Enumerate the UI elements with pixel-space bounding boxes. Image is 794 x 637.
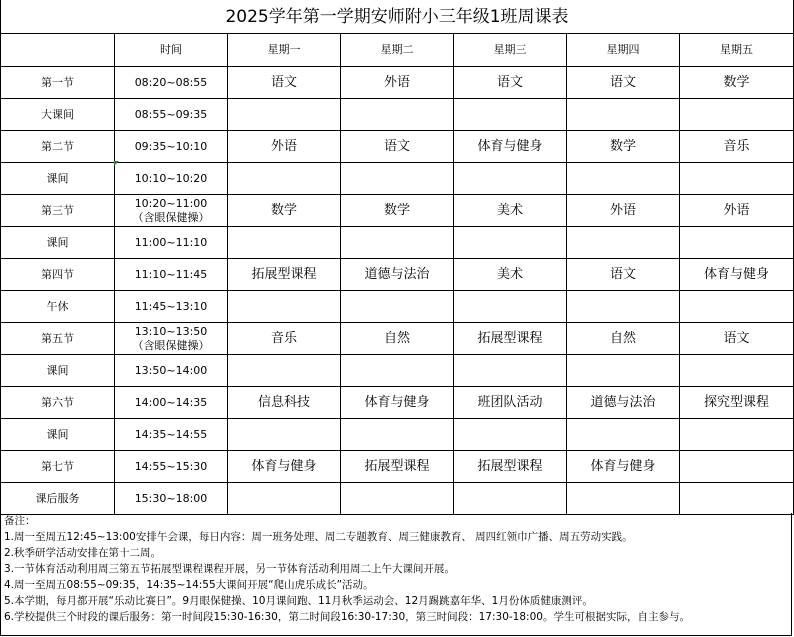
period-label: 课间 (1, 227, 115, 259)
header-cell-tuesday: 星期二 (341, 34, 454, 67)
time-range: 09:35~10:10 (134, 139, 208, 153)
period-label: 课后服务 (1, 483, 115, 515)
subject-cell-thu (567, 483, 680, 515)
time-cell (115, 99, 228, 131)
subject-cell-mon (228, 483, 341, 515)
header-row (1, 34, 794, 67)
time-cell (115, 259, 228, 291)
period-label: 课间 (1, 355, 115, 387)
time-cell (115, 67, 228, 99)
subject-cell-thu: 体育与健身 (567, 451, 680, 483)
time-cell (115, 131, 228, 163)
table-row (1, 163, 794, 195)
subject-cell-fri (680, 355, 794, 387)
header-cell-friday: 星期五 (680, 34, 794, 67)
subject-cell-thu: 数学 (567, 131, 680, 163)
subject-cell-tue: 体育与健身 (341, 387, 454, 419)
subject-cell-tue: 拓展型课程 (341, 451, 454, 483)
time-range: 10:10~10:20 (134, 171, 208, 185)
subject-cell-fri: 外语 (680, 195, 794, 227)
time-range: 08:55~09:35 (134, 107, 208, 121)
subject-cell-mon: 信息科技 (228, 387, 341, 419)
subject-cell-wed: 拓展型课程 (454, 323, 567, 355)
subject-cell-fri (680, 99, 794, 131)
note-line: 5.本学期，每月都开展“乐动比赛日”。9月眼保健操、10月课间跑、11月秋季运动会、12月踢跳嘉年华、1月份体质健康测评。 (4, 595, 593, 607)
subject-cell-wed (454, 227, 567, 259)
subject-cell-mon: 音乐 (228, 323, 341, 355)
subject-cell-mon: 外语 (228, 131, 341, 163)
subject-cell-fri: 音乐 (680, 131, 794, 163)
time-cell (115, 323, 228, 355)
notes-title: 备注： (4, 515, 36, 527)
subject-cell-mon: 数学 (228, 195, 341, 227)
table-row (1, 99, 794, 131)
subject-cell-tue: 自然 (341, 323, 454, 355)
subject-cell-mon (228, 419, 341, 451)
table-row (1, 387, 794, 419)
subject-cell-tue (341, 355, 454, 387)
time-cell (115, 451, 228, 483)
subject-cell-thu: 自然 (567, 323, 680, 355)
note-line: 1.周一至周五12:45~13:00安排午会课，每日内容：周一班务处理、周二专题教育、周三健康教育、 周四红领巾广播、周五劳动实践。 (4, 531, 633, 543)
subject-cell-tue: 语文 (341, 131, 454, 163)
notes-section (0, 513, 792, 636)
header-cell-wednesday: 星期三 (454, 34, 567, 67)
subject-cell-tue: 外语 (341, 67, 454, 99)
subject-cell-fri (680, 451, 794, 483)
subject-cell-tue (341, 227, 454, 259)
subject-cell-wed: 语文 (454, 67, 567, 99)
cell-comment-marker (114, 161, 119, 166)
time-range: 13:50~14:00 (134, 363, 208, 377)
page-title: 2025学年第一学期安师附小三年级1班周课表 (0, 0, 794, 33)
time-cell (115, 419, 228, 451)
subject-cell-mon (228, 291, 341, 323)
period-label: 第二节 (1, 131, 115, 163)
subject-cell-wed (454, 419, 567, 451)
subject-cell-fri (680, 291, 794, 323)
subject-cell-fri (680, 163, 794, 195)
subject-cell-tue (341, 419, 454, 451)
subject-cell-fri: 探究型课程 (680, 387, 794, 419)
table-row (1, 67, 794, 99)
note-line: 6.学校提供三个时段的课后服务：第一时间段15:30-16:30，第二时间段16:30-17:30，第三时间段：17:30-18:00。学生可根据实际，自主参与。 (4, 611, 690, 623)
subject-cell-wed (454, 483, 567, 515)
subject-cell-fri (680, 483, 794, 515)
time-range: 11:00~11:10 (134, 235, 208, 249)
table-row (1, 259, 794, 291)
time-cell (115, 291, 228, 323)
time-range: 13:10~13:50 (134, 324, 208, 338)
subject-cell-fri: 语文 (680, 323, 794, 355)
subject-cell-tue: 数学 (341, 195, 454, 227)
subject-cell-wed (454, 99, 567, 131)
period-label: 第五节 (1, 323, 115, 355)
table-row (1, 483, 794, 515)
note-line: 4.周一至周五08:55~09:35，14:35~14:55大课间开展“爬山虎乐成长”活动。 (4, 579, 374, 591)
table-row (1, 451, 794, 483)
subject-cell-tue (341, 483, 454, 515)
table-row (1, 323, 794, 355)
subject-cell-thu: 道德与法治 (567, 387, 680, 419)
subject-cell-thu (567, 163, 680, 195)
time-cell (115, 483, 228, 515)
header-cell-monday: 星期一 (228, 34, 341, 67)
period-label: 第三节 (1, 195, 115, 227)
subject-cell-fri: 体育与健身 (680, 259, 794, 291)
table-row (1, 291, 794, 323)
time-range: 14:00~14:35 (134, 395, 208, 409)
time-note: （含眼保健操） (132, 338, 210, 352)
time-cell (115, 163, 228, 195)
subject-cell-thu (567, 99, 680, 131)
period-label: 课间 (1, 163, 115, 195)
time-cell (115, 387, 228, 419)
subject-cell-wed (454, 163, 567, 195)
header-cell-time: 时间 (115, 34, 228, 67)
time-range: 11:10~11:45 (134, 267, 208, 281)
period-label: 大课间 (1, 99, 115, 131)
subject-cell-tue: 道德与法治 (341, 259, 454, 291)
time-range: 14:55~15:30 (134, 459, 208, 473)
time-note: （含眼保健操） (132, 210, 210, 224)
time-cell (115, 227, 228, 259)
header-cell-corner (1, 34, 115, 67)
subject-cell-tue (341, 99, 454, 131)
subject-cell-fri: 数学 (680, 67, 794, 99)
subject-cell-thu: 语文 (567, 67, 680, 99)
subject-cell-wed (454, 355, 567, 387)
subject-cell-fri (680, 227, 794, 259)
subject-cell-mon (228, 355, 341, 387)
subject-cell-thu: 语文 (567, 259, 680, 291)
header-cell-thursday: 星期四 (567, 34, 680, 67)
time-range: 11:45~13:10 (134, 299, 208, 313)
note-line: 2.秋季研学活动安排在第十二周。 (4, 547, 162, 559)
subject-cell-mon (228, 99, 341, 131)
subject-cell-thu (567, 227, 680, 259)
subject-cell-wed: 班团队活动 (454, 387, 567, 419)
table-row (1, 355, 794, 387)
subject-cell-mon: 体育与健身 (228, 451, 341, 483)
table-row (1, 419, 794, 451)
table-row (1, 227, 794, 259)
table-row (1, 131, 794, 163)
time-range: 10:20~11:00 (134, 196, 208, 210)
subject-cell-thu (567, 419, 680, 451)
subject-cell-mon: 拓展型课程 (228, 259, 341, 291)
period-label: 午休 (1, 291, 115, 323)
time-range: 14:35~14:55 (134, 427, 208, 441)
subject-cell-thu (567, 291, 680, 323)
subject-cell-wed (454, 291, 567, 323)
subject-cell-wed: 美术 (454, 195, 567, 227)
table-row (1, 195, 794, 227)
subject-cell-wed: 体育与健身 (454, 131, 567, 163)
period-label: 第七节 (1, 451, 115, 483)
time-cell (115, 355, 228, 387)
period-label: 课间 (1, 419, 115, 451)
period-label: 第六节 (1, 387, 115, 419)
subject-cell-wed: 拓展型课程 (454, 451, 567, 483)
subject-cell-mon (228, 227, 341, 259)
period-label: 第四节 (1, 259, 115, 291)
subject-cell-thu: 外语 (567, 195, 680, 227)
time-range: 08:20~08:55 (134, 75, 208, 89)
period-label: 第一节 (1, 67, 115, 99)
subject-cell-fri (680, 419, 794, 451)
subject-cell-thu (567, 355, 680, 387)
schedule-table (0, 33, 794, 515)
subject-cell-tue (341, 291, 454, 323)
subject-cell-mon (228, 163, 341, 195)
subject-cell-wed: 美术 (454, 259, 567, 291)
time-range: 15:30~18:00 (134, 491, 208, 505)
subject-cell-mon: 语文 (228, 67, 341, 99)
subject-cell-tue (341, 163, 454, 195)
time-cell (115, 195, 228, 227)
note-line: 3.一节体育活动利用周三第五节拓展型课程课程开展，另一节体育活动利用周二上午大课间开展。 (4, 563, 456, 575)
